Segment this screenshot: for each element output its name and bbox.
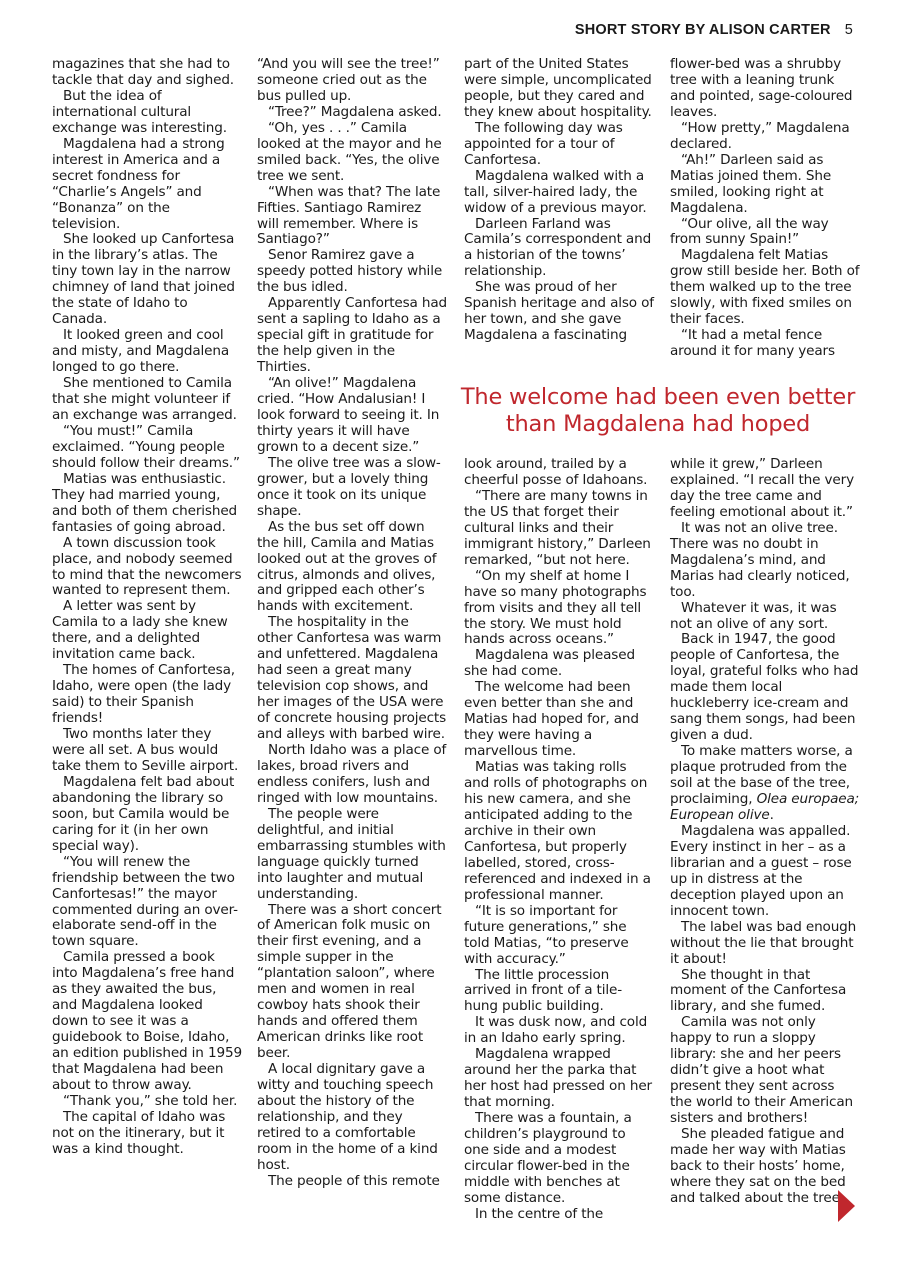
paragraph: The hospitality in the other Canfortesa was warm and unfettered. Magdalena had seen a great many television cop shows, and her images of the USA were of concrete housing projects and alleys with barbed wire.	[257, 614, 447, 743]
paragraph: “It had a metal fence around it for many years	[670, 327, 835, 360]
paragraph: It looked green and cool and misty, and Magdalena longed to go there.	[52, 327, 230, 376]
paragraph: part of the United States were simple, uncomplicated people, but they cared and they knew about hospitality.	[464, 56, 652, 120]
paragraph: “Thank you,” she told her.	[63, 1092, 238, 1109]
paragraph: “There are many towns in the US that forget their cultural links and their immigrant history,” Darleen remarked, “but not here.	[464, 487, 651, 568]
paragraph: while it grew,” Darleen explained. “I recall the very day the tree came and feeling emotional about it.”	[670, 456, 854, 520]
paragraph: Magdalena felt bad about abandoning the library so soon, but Camila would be caring for it (in her own special way).	[52, 773, 235, 854]
paragraph: “Ah!” Darleen said as Matias joined them. She smiled, looking right at Magdalena.	[670, 151, 832, 216]
paragraph: It was not an olive tree. There was no doubt in Magdalena’s mind, and Marias had clearly noticed, too.	[670, 519, 850, 600]
paragraph: The welcome had been even better than she and Matias had hoped for, and they were having a marvellous time.	[464, 679, 639, 760]
paragraph: “And you will see the tree!” someone cried out as the bus pulled up.	[257, 56, 440, 104]
continue-arrow-icon[interactable]	[838, 1190, 855, 1222]
paragraph: “When was that? The late Fifties. Santiago Ramirez will remember. Where is Santiago?”	[257, 183, 441, 248]
paragraph: The homes of Canfortesa, Idaho, were open (the lady said) to their Spanish friends!	[52, 662, 235, 727]
paragraph: It was dusk now, and cold in an Idaho early spring.	[464, 1014, 648, 1047]
paragraph: Matias was taking rolls and rolls of photographs on his new camera, and she anticipated adding to the archive in their own Canfortesa, but properly labelled, stored, cross-referenced and indexed in a professional manner.	[464, 759, 651, 903]
paragraph: “How pretty,” Magdalena declared.	[670, 119, 850, 152]
page-number: 5	[844, 22, 853, 38]
paragraph: “You will renew the friendship between the two Canfortesas!” the mayor commented during an over-elaborate send-off in the town square.	[52, 853, 238, 950]
paragraph: The little procession arrived in front of a tile-hung public building.	[464, 966, 622, 1015]
paragraph: She looked up Canfortesa in the library’s atlas. The tiny town lay in the narrow chimney of land that joined the state of Idaho to Canada.	[52, 231, 235, 328]
paragraph: Apparently Canfortesa had sent a sapling to Idaho as a special gift in gratitude for the help given in the Thirties.	[257, 295, 448, 376]
text-column-1	[52, 57, 242, 1158]
paragraph: Magdalena walked with a tall, silver-haired lady, the widow of a previous mayor.	[464, 167, 647, 216]
paragraph: Back in 1947, the good people of Canfortesa, the loyal, grateful folks who had made them local huckleberry ice-cream and sang them songs, had been given a dud.	[670, 631, 859, 744]
paragraph: North Idaho was a place of lakes, broad rivers and endless conifers, lush and ringed with low mountains.	[257, 741, 447, 806]
text-column-3-top	[464, 57, 654, 344]
paragraph: There was a fountain, a children’s playground to one side and a modest circular flower-bed in the middle with benches at some distance.	[464, 1110, 632, 1206]
paragraph: Senor Ramirez gave a speedy potted history while the bus idled.	[257, 247, 443, 296]
paragraph: “On my shelf at home I have so many photographs from visits and they all tell the story. We must hold hands across oceans.”	[464, 567, 647, 648]
paragraph: Magdalena was appalled. Every instinct in her – as a librarian and a guest – rose up in distress at the deception played upon an innocent town.	[670, 822, 852, 919]
paragraph: The olive tree was a slow-grower, but a lovely thing once it took on its unique shape.	[257, 454, 441, 519]
paragraph: A local dignitary gave a witty and touching speech about the history of the relationship, and they retired to a comfortable room in the home of a kind host.	[257, 1061, 438, 1173]
paragraph: “An olive!” Magdalena cried. “How Andalusian! I look forward to seeing it. In thirty years it will have grown to a decent size.”	[257, 375, 440, 455]
paragraph: The capital of Idaho was not on the itinerary, but it was a kind thought.	[52, 1108, 226, 1157]
paragraph: The label was bad enough without the lie that brought it about!	[670, 918, 857, 967]
paragraph: “Oh, yes . . .” Camila looked at the mayor and he smiled back. “Yes, the olive tree we sent.	[257, 119, 442, 184]
paragraph: She was proud of her Spanish heritage and also of her town, and she gave Magdalena a fascinating	[464, 279, 654, 344]
paragraph: A town discussion took place, and nobody seemed to mind that the newcomers wanted to represent them.	[52, 534, 242, 599]
paragraph: Matias was enthusiastic. They had married young, and both of them cherished fantasies of going abroad.	[52, 470, 238, 535]
paragraph: In the centre of the	[475, 1205, 604, 1222]
pull-quote: The welcome had been even better than Magdalena had hoped	[460, 384, 856, 437]
paragraph: flower-bed was a shrubby tree with a leaning trunk and pointed, sage-coloured leaves.	[670, 56, 853, 120]
paragraph: “You must!” Camila exclaimed. “Young people should follow their dreams.”	[52, 422, 240, 471]
paragraph: “It is so important for future generations,” she told Matias, “to preserve with accuracy.”	[464, 902, 629, 967]
paragraph: She thought in that moment of the Canfortesa library, and she fumed.	[670, 966, 847, 1015]
paragraph: But the idea of international cultural exchange was interesting.	[52, 87, 227, 136]
paragraph: Two months later they were all set. A bus would take them to Seville airport.	[52, 726, 239, 774]
paragraph: There was a short concert of American folk music on their first evening, and a simple supper in the “plantation saloon”, where men and women in real cowboy hats shook their hands and offered them American drinks like root beer.	[257, 901, 442, 1062]
paragraph: magazines that she had to tackle that day and sighed.	[52, 56, 234, 88]
latin-name: Olea europaea; European olive	[670, 791, 860, 823]
paragraph: A letter was sent by Camila to a lady she knew there, and a delighted invitation came back.	[52, 598, 228, 663]
paragraph: Magdalena wrapped around her the parka that her host had pressed on her that morning.	[464, 1046, 652, 1111]
page-header	[575, 22, 853, 38]
paragraph: Magdalena felt Matias grow still beside her. Both of them walked up to the tree slowly, with fixed smiles on their faces.	[670, 247, 860, 328]
paragraph: As the bus set off down the hill, Camila and Matias looked out at the groves of citrus, almonds and olives, and gripped each other’s hands with excitement.	[257, 518, 437, 615]
paragraph: The people were delightful, and initial embarrassing stumbles with language quickly turned into laughter and mutual understanding.	[257, 805, 446, 902]
text-column-3-bottom	[464, 457, 654, 1223]
paragraph: Camila pressed a book into Magdalena’s free hand as they awaited the bus, and Magdalena looked down to see it was a guidebook to Boise, Idaho, an edition published in 1959 that Magdalena had been about to throw away.	[52, 949, 242, 1093]
header-title: SHORT STORY BY ALISON CARTER	[574, 22, 831, 38]
paragraph: The following day was appointed for a tour of Canfortesa.	[464, 119, 623, 168]
paragraph: Camila was not only happy to run a sloppy library: she and her peers didn’t give a hoot what present they sent across the world to their American sisters and brothers!	[670, 1014, 853, 1127]
text-column-4-top	[670, 57, 860, 360]
paragraph: Magdalena had a strong interest in America and a secret fondness for “Charlie’s Angels” and “Bonanza” on the television.	[52, 135, 225, 232]
paragraph: look around, trailed by a cheerful posse of Idahoans.	[464, 456, 648, 488]
paragraph: She pleaded fatigue and made her way with Matias back to their hosts’ home, where they sat on the bed and talked about the tree.	[670, 1126, 846, 1206]
paragraph: Whatever it was, it was not an olive of any sort.	[670, 599, 837, 632]
paragraph: “Our olive, all the way from sunny Spain!”	[670, 215, 829, 248]
paragraph: “Tree?” Magdalena asked.	[268, 103, 442, 120]
paragraph: Magdalena was pleased she had come.	[464, 647, 635, 680]
paragraph: To make matters worse, a plaque protruded from the soil at the base of the tree, proclaiming, Olea europaea; European olive.	[670, 743, 860, 823]
paragraph: Darleen Farland was Camila’s correspondent and a historian of the towns’ relationship.	[464, 215, 652, 280]
text-column-4-bottom	[670, 457, 860, 1207]
paragraph: She mentioned to Camila that she might volunteer if an exchange was arranged.	[52, 375, 237, 423]
paragraph: The people of this remote	[268, 1172, 440, 1189]
text-column-2	[257, 57, 447, 1190]
